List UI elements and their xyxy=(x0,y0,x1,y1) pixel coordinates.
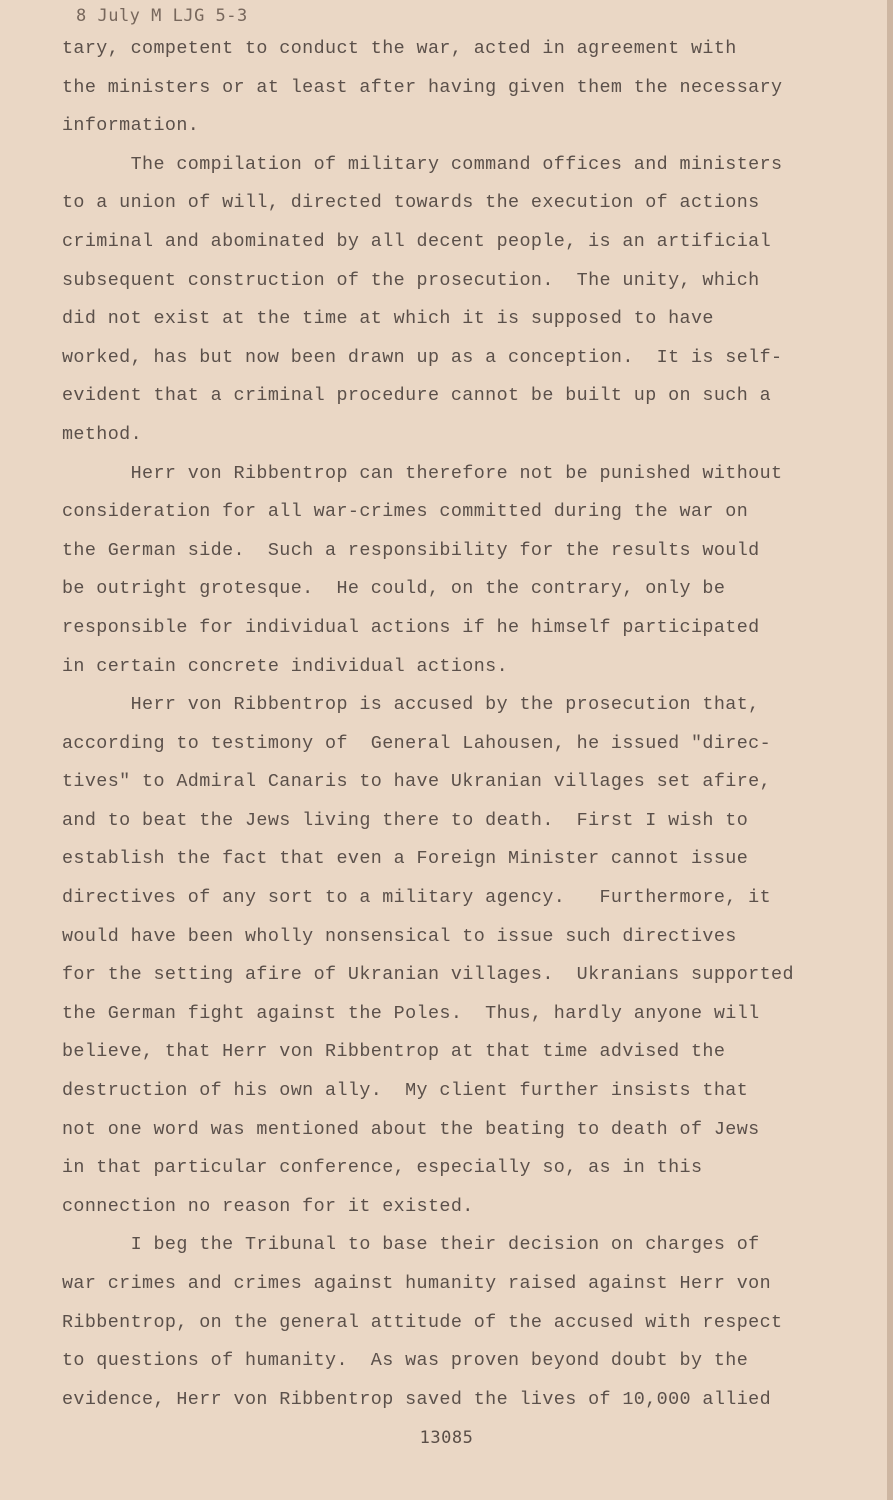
text-line: method. xyxy=(62,423,143,445)
text-line: tives" to Admiral Canaris to have Ukranian villages set afire, xyxy=(62,771,772,793)
text-line: responsible for individual actions if he himself participated xyxy=(62,616,760,638)
page-number: 13085 xyxy=(419,1428,474,1448)
paragraph xyxy=(62,455,822,687)
text-line: and to beat the Jews living there to death. First I wish to xyxy=(62,809,749,831)
text-line: consideration for all war-crimes committed during the war on xyxy=(62,501,749,523)
text-line: The compilation of military command offices and ministers xyxy=(62,153,783,175)
text-line: I beg the Tribunal to base their decision on charges of xyxy=(62,1234,760,1256)
text-line: Herr von Ribbentrop can therefore not be punished without xyxy=(62,462,783,484)
text-line: Ribbentrop, on the general attitude of the accused with respect xyxy=(62,1311,783,1333)
text-line: criminal and abominated by all decent people, is an artificial xyxy=(62,230,772,252)
text-line: the German side. Such a responsibility for the results would xyxy=(62,539,760,561)
paragraph xyxy=(62,686,822,1226)
text-line: evidence, Herr von Ribbentrop saved the lives of 10,000 allied xyxy=(62,1388,772,1410)
text-line: be outright grotesque. He could, on the contrary, only be xyxy=(62,578,726,600)
text-line: not one word was mentioned about the beating to death of Jews xyxy=(62,1118,760,1140)
paragraph xyxy=(62,30,822,146)
text-line: to questions of humanity. As was proven beyond doubt by the xyxy=(62,1350,749,1372)
text-line: connection no reason for it existed. xyxy=(62,1195,474,1217)
document-body xyxy=(62,30,822,1419)
page-header: 8 July M LJG 5-3 xyxy=(76,6,248,26)
text-line: directives of any sort to a military agency. Furthermore, it xyxy=(62,887,772,909)
text-line: for the setting afire of Ukranian villages. Ukranians supported xyxy=(62,964,794,986)
text-line: to a union of will, directed towards the execution of actions xyxy=(62,192,760,214)
text-line: would have been wholly nonsensical to issue such directives xyxy=(62,925,737,947)
text-line: worked, has but now been drawn up as a conception. It is self- xyxy=(62,346,783,368)
text-line: the German fight against the Poles. Thus, hardly anyone will xyxy=(62,1002,760,1024)
text-line: evident that a criminal procedure cannot be built up on such a xyxy=(62,385,772,407)
paragraph xyxy=(62,1226,822,1419)
text-line: in certain concrete individual actions. xyxy=(62,655,509,677)
paragraph xyxy=(62,146,822,455)
text-line: establish the fact that even a Foreign Minister cannot issue xyxy=(62,848,749,870)
text-line: did not exist at the time at which it is supposed to have xyxy=(62,308,714,330)
text-line: tary, competent to conduct the war, acted in agreement with xyxy=(62,38,737,59)
text-line: Herr von Ribbentrop is accused by the prosecution that, xyxy=(62,694,760,716)
text-line: subsequent construction of the prosecution. The unity, which xyxy=(62,269,760,291)
text-line: in that particular conference, especially so, as in this xyxy=(62,1157,703,1179)
text-line: destruction of his own ally. My client further insists that xyxy=(62,1080,749,1102)
text-line: believe, that Herr von Ribbentrop at that time advised the xyxy=(62,1041,726,1063)
text-line: war crimes and crimes against humanity raised against Herr von xyxy=(62,1273,772,1294)
text-line: the ministers or at least after having given them the necessary xyxy=(62,76,783,98)
text-line: information. xyxy=(62,115,200,137)
text-line: according to testimony of General Lahousen, he issued "direc- xyxy=(62,732,772,754)
